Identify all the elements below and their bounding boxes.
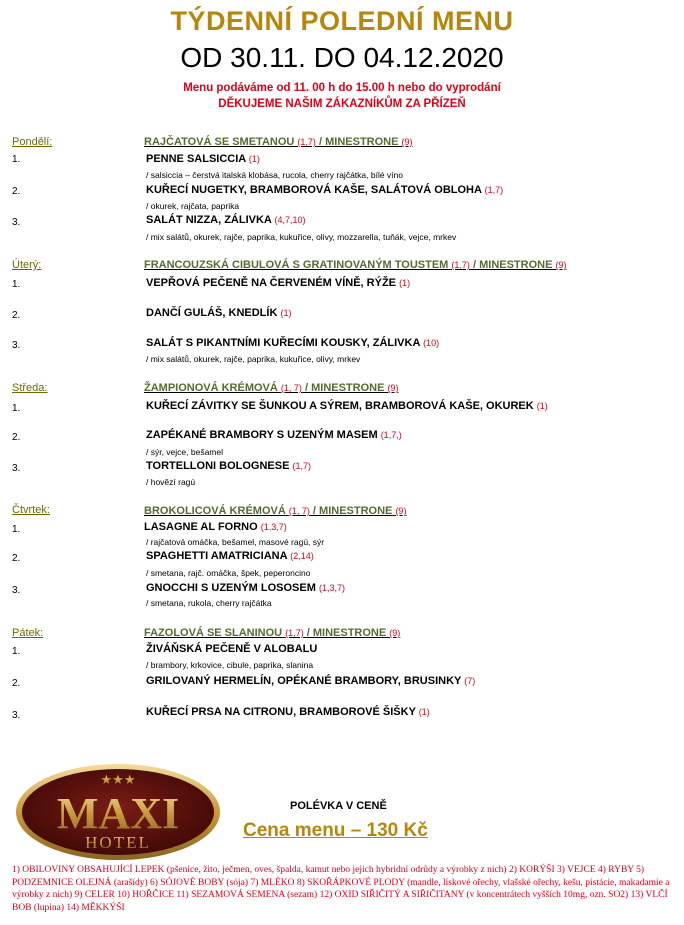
day-label-friday: Pátek: <box>12 627 44 639</box>
dish-name: PENNE SALSICCIA <box>146 153 246 165</box>
dish-description: / salsiccia – čerstvá italská klobása, rucola, cherry rajčátka, bílé víno <box>146 170 403 180</box>
dish-description: / rajčatová omáčka, bešamel, masové ragú, sýr <box>146 537 325 547</box>
dish-name: GRILOVANÝ HERMELÍN, OPÉKANÉ BRAMBORY, BRUSINKY <box>146 675 462 687</box>
dish-allergens: (1) <box>399 278 411 288</box>
dish-description: / smetana, rajč. omáčka, špek, peperoncino <box>146 568 311 578</box>
dish-allergens: (1,3,7) <box>318 583 345 593</box>
item-number: 3. <box>12 217 21 228</box>
soup-allergens: (1, 7) <box>288 506 310 516</box>
dish-allergens: (2,14) <box>290 551 314 561</box>
dish-name: GNOCCHI S UZENÝM LOSOSEM <box>146 582 316 594</box>
soup-included-label: POLÉVKA V CENĚ <box>290 800 387 812</box>
dish-name: DANČÍ GULÁŠ, KNEDLÍK <box>146 307 278 319</box>
menu-dates: OD 30.11. DO 04.12.2020 <box>180 42 504 73</box>
dish <box>146 214 306 226</box>
menu-price: Cena menu – 130 Kč <box>243 820 428 841</box>
dish-name: LASAGNE AL FORNO <box>144 521 258 533</box>
soup2-name: / MINESTRONE <box>472 259 553 271</box>
dish <box>146 307 291 319</box>
item-number: 1. <box>12 646 21 657</box>
logo-stars: ★★★ <box>100 773 136 788</box>
dish <box>146 337 439 349</box>
dish-allergens: (7) <box>464 676 476 686</box>
soup-wednesday <box>144 382 399 394</box>
dish-allergens: (10) <box>423 338 440 348</box>
soup-allergens: (1, 7) <box>280 383 302 393</box>
dish-name: KUŘECÍ NUGETKY, BRAMBOROVÁ KAŠE, SALÁTOVÁ OBLOHA <box>146 184 482 196</box>
dish <box>146 277 410 289</box>
logo-subtext: HOTEL <box>85 833 151 852</box>
dish-description: / smetana, rukola, cherry rajčátka <box>146 598 272 608</box>
dish <box>146 643 317 655</box>
dish-description: / mix salátů, okurek, rajče, paprika, kukuřice, olivy, mozzarella, tuňák, vejce, mrkev <box>146 232 457 242</box>
soup-name: ŽAMPIONOVÁ KRÉMOVÁ <box>144 382 278 394</box>
item-number: 2. <box>12 432 21 443</box>
item-number: 2. <box>12 186 21 197</box>
dish-allergens: (1,3,7) <box>260 522 287 532</box>
dish-allergens: (4,7,10) <box>274 215 306 225</box>
dish-name: TORTELLONI BOLOGNESE <box>146 460 290 472</box>
soup-name: FAZOLOVÁ SE SLANINOU <box>144 627 283 639</box>
soup-allergens: (1,7) <box>297 137 316 147</box>
dish-name: SALÁT S PIKANTNÍMI KUŘECÍMI KOUSKY, ZÁLIVKA <box>146 337 420 349</box>
dish-allergens: (1) <box>248 154 260 164</box>
item-number: 2. <box>12 678 21 689</box>
menu-title: TÝDENNÍ POLEDNÍ MENU <box>170 6 514 36</box>
soup-allergens: (1,7) <box>451 260 470 270</box>
dish-name: VEPŘOVÁ PEČENĚ NA ČERVENÉM VÍNĚ, RÝŽE <box>146 277 396 289</box>
item-number: 1. <box>12 524 21 535</box>
item-number: 1. <box>12 403 21 414</box>
dish <box>146 184 503 196</box>
dish-description: / okurek, rajčata, paprika <box>146 201 240 211</box>
dish <box>146 675 475 687</box>
dish-name: SPAGHETTI AMATRICIANA <box>146 550 288 562</box>
dish-description: / mix salátů, okurek, rajče, paprika, kukuřice, olivy, mrkev <box>146 354 361 364</box>
soup-thursday <box>144 505 406 517</box>
dish-name: ZAPÉKANÉ BRAMBORY S UZENÝM MASEM <box>146 429 378 441</box>
dish <box>146 153 260 165</box>
soup2-name: / MINESTRONE <box>319 136 399 148</box>
soup2-name: / MINESTRONE <box>306 627 387 639</box>
dish-allergens: (1,7) <box>292 461 311 471</box>
dish <box>146 460 311 472</box>
soup2-allergens: (9) <box>387 383 399 393</box>
soup2-allergens: (9) <box>395 506 407 516</box>
dish-name: KUŘECÍ ZÁVITKY SE ŠUNKOU A SÝREM, BRAMBOROVÁ KAŠE, OKUREK <box>146 400 534 412</box>
dish-allergens: (1) <box>418 707 430 717</box>
item-number: 2. <box>12 310 21 321</box>
dish-name: SALÁT NIZZA, ZÁLIVKA <box>146 214 272 226</box>
soup2-name: / MINESTRONE <box>304 382 385 394</box>
logo-text: MAXI <box>56 789 180 838</box>
soup-allergens: (1,7) <box>285 628 304 638</box>
maxi-hotel-logo <box>14 762 222 862</box>
thanks-note: DĚKUJEME NAŠIM ZÁKAZNÍKŮM ZA PŘÍZEŇ <box>218 98 466 110</box>
item-number: 3. <box>12 340 21 351</box>
dish-name: ŽIVÁŇSKÁ PEČENĚ V ALOBALU <box>146 643 318 655</box>
day-label-tuesday: Úterý: <box>12 259 42 271</box>
soup-name: FRANCOUZSKÁ CIBULOVÁ S GRATINOVANÝM TOUSTEM <box>144 259 449 271</box>
day-label-thursday: Čtvrtek: <box>12 504 50 516</box>
day-label-wednesday: Středa: <box>12 382 48 394</box>
dish <box>146 582 345 594</box>
dish-allergens: (1,7) <box>484 185 504 195</box>
soup-tuesday <box>144 259 567 271</box>
soup-name: BROKOLICOVÁ KRÉMOVÁ <box>144 505 286 517</box>
soup2-allergens: (9) <box>555 260 567 270</box>
dish <box>146 550 314 562</box>
soup2-allergens: (9) <box>401 137 413 147</box>
dish-allergens: (1) <box>536 401 548 411</box>
dish <box>146 400 548 412</box>
allergen-legend: 1) OBILOVINY OBSAHUJÍCÍ LEPEK (pšenice, žito, ječmen, oves, špalda, kamut nebo jejich hybridní odrůdy a výrobky z nich) 2) KORÝŠI 3) VEJCE 4) RYBY 5) PODZEMNICE OLEJNÁ (arašídy) 6) SÓJOVÉ BOBY (sója) 7) MLÉKO 8) SKOŘÁPKOVÉ PLODY (mandle, lískové ořechy, vlašské ořechy, kešu, pistácie, makadamie a výrobky z nich) 9) CELER 10) HOŘČICE 11) SEZAMOVÁ SEMENA (sezam) 12) OXID SIŘIČITÝ A SIŘIČITANY (v koncentrátech vyšších 10mg, ozn. SO2) 13) VLČÍ BOB (lupina) 14) MĚKKÝŠI <box>12 865 670 913</box>
dish-allergens: (1) <box>280 308 292 318</box>
soup-friday <box>144 627 400 639</box>
dish <box>146 429 402 441</box>
soup-name: RAJČATOVÁ SE SMETANOU <box>144 136 295 148</box>
dish-description: / sýr, vejce, bešamel <box>146 447 224 457</box>
dish <box>146 706 430 718</box>
dish-allergens: (1,7,) <box>380 430 402 440</box>
dish-description: / hovězí ragú <box>146 477 196 487</box>
item-number: 3. <box>12 710 21 721</box>
dish <box>144 521 287 533</box>
dish-name: KUŘECÍ PRSA NA CITRONU, BRAMBOROVÉ ŠIŠKY <box>146 706 416 718</box>
item-number: 3. <box>12 585 21 596</box>
day-label-monday: Pondělí: <box>12 136 53 148</box>
soup2-allergens: (9) <box>389 628 401 638</box>
serving-hours-note: Menu podáváme od 11. 00 h do 15.00 h nebo do vyprodání <box>183 82 501 94</box>
soup-monday <box>144 136 413 148</box>
item-number: 3. <box>12 463 21 474</box>
item-number: 1. <box>12 279 21 290</box>
dish-description: / brambory, krkovice, cibule, paprika, slanina <box>146 660 314 670</box>
item-number: 1. <box>12 154 21 165</box>
soup2-name: / MINESTRONE <box>312 505 393 517</box>
item-number: 2. <box>12 553 21 564</box>
